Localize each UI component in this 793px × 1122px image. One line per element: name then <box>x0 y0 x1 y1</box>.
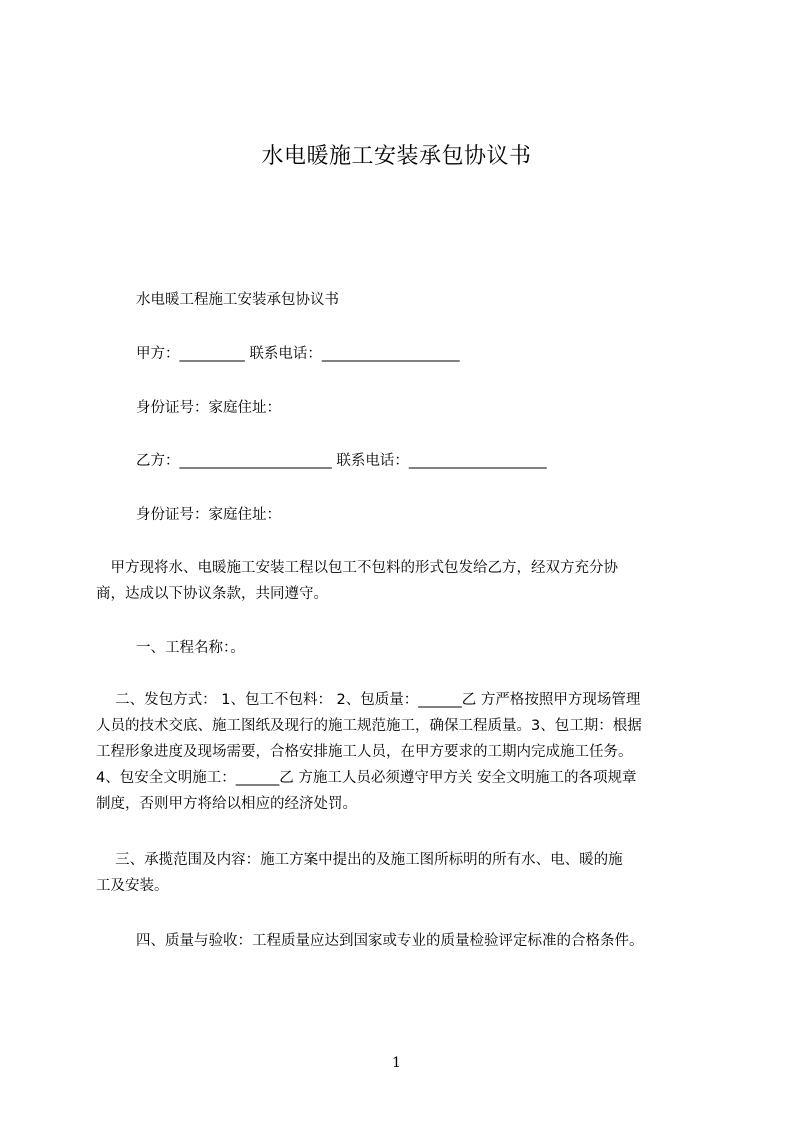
section-project-name: 一、工程名称：。 <box>136 640 245 656</box>
section-line: 人员的技术交底、施工图纸及现行的施工规范施工，确保工程质量。3、包工期：根据 <box>96 718 642 734</box>
section-quality-acceptance: 四、质量与验收：工程质量应达到国家或专业的质量检验评定标准的合格条件。 <box>136 933 644 949</box>
section-line: 工及安装。 <box>96 878 169 894</box>
section-contract-method <box>96 687 703 817</box>
agreement-subtitle: 水电暖工程施工安装承包协议书 <box>136 292 339 308</box>
intro-line: 商，达成以下协议条款，共同遵守。 <box>96 586 328 602</box>
section-line: 制度，否则甲方将给以相应的经济处罚。 <box>96 796 357 812</box>
party-b-line: 乙方：_____________________ 联系电话：___________________ <box>136 453 547 469</box>
section-line: 三、承揽范围及内容：施工方案中提出的及施工图所标明的所有水、电、暖的施 <box>96 852 623 868</box>
party-b-id-address: 身份证号：家庭住址： <box>136 507 281 523</box>
section-line: 工程形象进度及现场需要，合格安排施工人员，在甲方要求的工期内完成施工任务。 <box>96 744 633 760</box>
page-number: 1 <box>392 1055 401 1071</box>
party-a-line: 甲方：_________ 联系电话：___________________ <box>136 346 460 362</box>
intro-paragraph <box>96 555 703 607</box>
document-title: 水电暖施工安装承包协议书 <box>261 144 532 169</box>
section-scope <box>96 847 703 899</box>
intro-line: 甲方现将水、电暖施工安装工程以包工不包料的形式包发给乙方，经双方充分协 <box>96 560 618 576</box>
party-a-id-address: 身份证号：家庭住址： <box>136 400 281 416</box>
section-line: 4、包安全文明施工：______乙 方施工人员必须遵守甲方关 安全文明施工的各项规章 <box>96 770 637 786</box>
section-line: 二、发包方式： 1、包工不包料： 2、包质量：______乙 方严格按照甲方现场管理 <box>96 692 641 708</box>
